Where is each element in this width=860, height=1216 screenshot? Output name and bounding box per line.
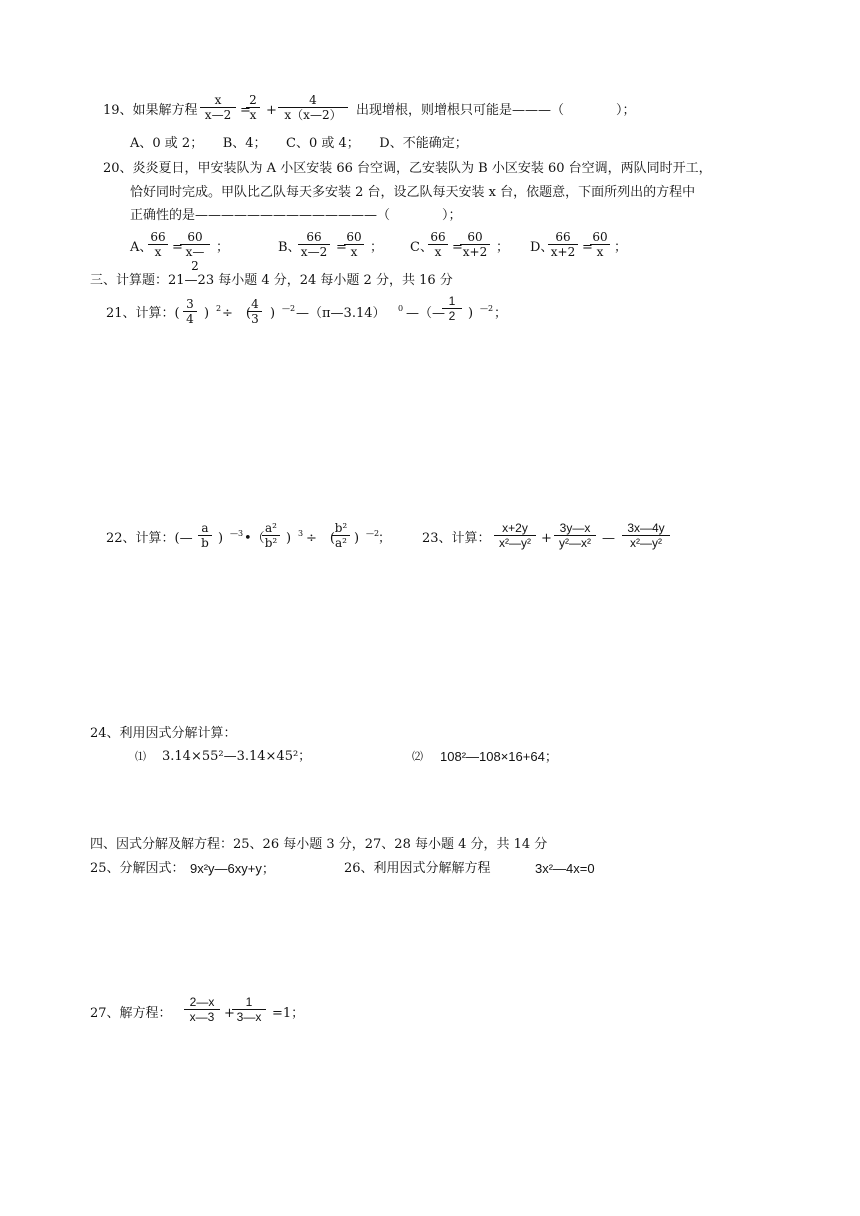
q22-paren-1: ) [218, 531, 224, 546]
q25-expr: 9x²y—6xy+y； [190, 861, 275, 876]
q19-plus: + [266, 103, 277, 118]
q20-option-a-label: A、 [130, 240, 153, 255]
q21-prefix: 21、计算：( [106, 306, 180, 321]
q24-part-2-expr: 108²—108×16+64； [440, 749, 558, 764]
q21-pi-term: —（π—3.14） [296, 306, 386, 321]
q23-fraction-1: $\frac{x+2y}{\text{x²—y²}}$ [494, 521, 536, 550]
q20-option-d-label: D、 [530, 240, 554, 255]
q22-dot: •（ [244, 531, 265, 546]
q20-option-d-right: $\frac{60}{x}$ [590, 230, 610, 259]
q24-title: 24、利用因式分解计算： [90, 726, 237, 741]
q27-end: =1； [272, 1006, 305, 1021]
q21-paren-3: ) [468, 306, 474, 321]
q20-option-b-right: $\frac{60}{x}$ [344, 230, 364, 259]
q21-exponent-4: —2 [480, 304, 494, 313]
q22-exponent-3: —2 [366, 529, 380, 538]
q27-label: 27、解方程： [90, 1006, 172, 1021]
q23-minus: — [602, 531, 615, 546]
q20-option-b-left: $\frac{66}{x—2}$ [298, 230, 330, 259]
q22-fraction-1: $\frac{a}{b}$ [198, 521, 212, 550]
q20-a-equals: = [172, 240, 183, 255]
q27-fraction-1: $\frac{2—x}{x—3}$ [184, 995, 220, 1024]
q21-paren-1: ) [204, 306, 210, 321]
q22-exponent-2: 3 [298, 529, 304, 538]
q21-exponent-2: —2 [282, 304, 296, 313]
q23-fraction-3: $\frac{3x—4y}{\text{x²—y²}}$ [622, 521, 670, 550]
q23-fraction-2: $\frac{3y—x}{\text{y²—x²}}$ [554, 521, 596, 550]
q21-neg-term: —（— [406, 306, 446, 321]
section-4-heading: 四、因式分解及解方程：25、26 每小题 3 分，27、28 每小题 4 分，共 14 分 [90, 837, 548, 852]
q20-option-d-left: $\frac{66}{x+2}$ [548, 230, 578, 259]
q20-option-c-label: C、 [410, 240, 433, 255]
q19-options: A、0 或 2； B、4； C、0 或 4； D、不能确定； [130, 136, 468, 151]
q21-exponent-1: 2 [216, 304, 222, 313]
q26-label: 26、利用因式分解解方程 [344, 861, 491, 876]
q22-fraction-2: $\frac{\text{a²}}{\text{b²}}$ [262, 521, 280, 550]
q22-fraction-3: $\frac{\text{b²}}{\text{a²}}$ [332, 521, 350, 550]
q22-prefix: 22、计算：(— [106, 531, 193, 546]
q22-exponent-1: —3 [230, 529, 244, 538]
q22-divide: ÷ ( [306, 531, 335, 546]
q24-part-1-expr: 3.14×55²—3.14×45²； [162, 749, 312, 764]
q19-suffix: 出现增根，则增根只可能是———（ ）； [356, 103, 636, 118]
q26-expr: 3x²—4x=0 [535, 861, 595, 876]
q21-paren-2: ) [270, 306, 276, 321]
q20-d-semicolon: ； [614, 240, 628, 255]
q20-d-equals: = [582, 240, 593, 255]
q20-c-semicolon: ； [496, 240, 510, 255]
q21-divide: ÷ ( [222, 306, 251, 321]
q20-option-b-label: B、 [278, 240, 301, 255]
q21-end: ； [494, 306, 508, 321]
q20-option-c-left: $\frac{66}{x}$ [428, 230, 448, 259]
q21-fraction-3: $\frac{1}{2}$ [442, 294, 462, 323]
q22-paren-3: ) [354, 531, 360, 546]
q20-line-3: 正确性的是——————————————（ ）； [130, 208, 462, 223]
q19-fraction-1: $\frac{x}{x—2}$ [200, 93, 236, 122]
section-3-heading: 三、计算题：21—23 每小题 4 分，24 每小题 2 分，共 16 分 [90, 273, 453, 288]
q19-prefix: 19、如果解方程 [103, 103, 198, 118]
q27-fraction-2: $\frac{1}{3—x}$ [232, 995, 266, 1024]
q20-line-2: 恰好同时完成。甲队比乙队每天多安装 2 台，设乙队每天安装 x 台，依题意，下面所列出的方程中 [130, 185, 696, 200]
q23-plus: + [541, 531, 552, 546]
q20-c-equals: = [452, 240, 463, 255]
q21-fraction-2: $\frac{4}{3}$ [248, 297, 262, 326]
q20-b-equals: = [336, 240, 347, 255]
q20-option-c-right: $\frac{60}{x+2}$ [460, 230, 490, 259]
q19-fraction-3: $\frac{4}{x(x—2)}$ [278, 93, 348, 122]
q24-part-1-label: ⑴ [135, 750, 146, 763]
q20-option-a-left: $\frac{66}{x}$ [148, 230, 168, 259]
q27-plus: + [224, 1006, 235, 1021]
q19-fraction-2: $\frac{2}{x}$ [246, 93, 260, 122]
q19-equals: = [240, 103, 251, 118]
q24-part-2-label: ⑵ [412, 750, 423, 763]
q20-a-semicolon: ； [216, 240, 230, 255]
q20-b-semicolon: ； [370, 240, 384, 255]
q20-option-a-right: $\frac{60}{x—2}$ [180, 230, 210, 273]
q22-end: ； [378, 531, 392, 546]
q21-fraction-1: $\frac{3}{4}$ [183, 297, 197, 326]
q22-paren-2: ) [286, 531, 292, 546]
q23-prefix: 23、计算： [422, 531, 491, 546]
q21-exponent-3: 0 [398, 304, 404, 313]
q25-label: 25、分解因式： [90, 861, 185, 876]
q20-line-1: 20、炎炎夏日，甲安装队为 A 小区安装 66 台空调，乙安装队为 B 小区安装 60 台空调，两队同时开工， [103, 161, 712, 176]
